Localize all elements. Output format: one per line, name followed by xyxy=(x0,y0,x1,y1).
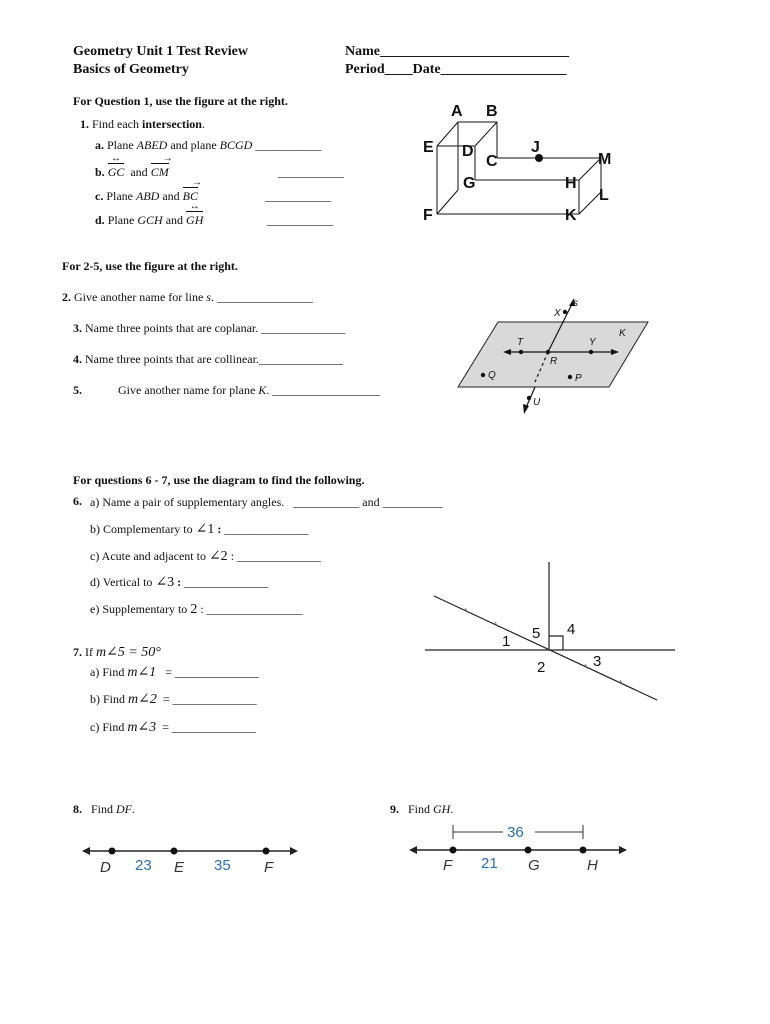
q6d-answer-blank[interactable]: ______________ xyxy=(184,575,269,589)
q1a-mid: and plane xyxy=(167,138,220,152)
q9-number-line xyxy=(407,820,631,878)
q6b-answer-blank[interactable]: ______________ xyxy=(224,522,309,536)
q5-text-post: . xyxy=(266,383,270,397)
q6a-text: Name a pair of supplementary angles. xyxy=(102,495,285,509)
q8-text-italic: DF xyxy=(116,802,133,816)
q9-number: 9. xyxy=(390,802,399,816)
q1d xyxy=(95,210,203,228)
q6d-angle: ∠3 xyxy=(155,575,175,590)
q6a-label: a) xyxy=(90,495,100,509)
q1a-plane1: ABED xyxy=(136,138,168,152)
q6c-angle: ∠2 xyxy=(208,549,228,564)
q6a-blank1[interactable]: ___________ xyxy=(293,495,360,509)
fig1-label-l: L xyxy=(599,187,609,204)
q2-text-italic: s xyxy=(206,290,211,304)
q1c-mid: and xyxy=(159,189,183,203)
q3-number: 3. xyxy=(73,321,82,335)
q1-prompt xyxy=(80,117,205,132)
q7c-eq: = xyxy=(162,720,169,734)
q1b xyxy=(95,162,169,180)
angle-label-1: 1 xyxy=(502,633,511,650)
q1c-answer-blank[interactable]: ___________ xyxy=(265,189,331,203)
q5-text-italic: K xyxy=(258,383,267,397)
fig1-label-a: A xyxy=(451,103,463,120)
q6e-colon: : xyxy=(200,602,204,616)
q1b-answer-blank[interactable]: ___________ xyxy=(278,165,344,179)
fig1-label-g: G xyxy=(463,175,476,192)
q6-number: 6. xyxy=(73,494,82,508)
q1d-text: Plane xyxy=(107,213,138,227)
q8-number: 8. xyxy=(73,802,82,816)
q7b-angle: m∠2 xyxy=(128,692,157,707)
q6b xyxy=(90,521,308,538)
q6b-text: b) Complementary to xyxy=(90,522,196,536)
name-field[interactable]: Name___________________________ xyxy=(345,44,569,59)
q1c xyxy=(95,186,198,204)
q7c-text: c) Find xyxy=(90,720,128,734)
q7-given-pre: If xyxy=(85,645,96,659)
fig2-label-u: U xyxy=(533,397,541,408)
q7c xyxy=(90,719,256,736)
q6e-angle: 2 xyxy=(190,602,198,617)
q1d-mid: and xyxy=(162,213,187,227)
q4-answer-blank[interactable]: ______________ xyxy=(258,352,343,366)
fig1-label-b: B xyxy=(486,103,498,120)
q6c xyxy=(90,548,321,565)
q8 xyxy=(73,802,135,817)
period-date-field[interactable]: Period____Date__________________ xyxy=(345,62,567,77)
q1-prompt-post: . xyxy=(201,117,205,131)
fig1-label-d: D xyxy=(462,143,474,160)
q7b-answer-blank[interactable]: ______________ xyxy=(172,692,257,706)
q1-number: 1. xyxy=(80,117,89,131)
q9-text-post: . xyxy=(450,802,454,816)
fig2-label-q: Q xyxy=(488,370,496,381)
q2 xyxy=(62,290,313,305)
fig2-label-y: Y xyxy=(589,337,596,348)
fig1-label-m: M xyxy=(598,151,612,168)
q7-number: 7. xyxy=(73,645,82,659)
q8-text-post: . xyxy=(132,802,136,816)
q8-point-e: E xyxy=(174,859,185,876)
q6to7-instruction: For questions 6 - 7, use the diagram to find the following. xyxy=(73,473,365,487)
angle-label-3: 3 xyxy=(593,653,602,670)
q7b-eq: = xyxy=(162,692,170,706)
q8-point-f: F xyxy=(264,859,274,876)
angle-diagram xyxy=(425,560,680,710)
fig2-label-t: T xyxy=(517,337,524,348)
fig2-label-p: P xyxy=(575,373,582,384)
fig1-label-c: C xyxy=(486,153,498,170)
q4-number: 4. xyxy=(73,352,82,366)
plane-k-figure xyxy=(455,294,655,416)
fig2-label-k: K xyxy=(619,328,626,339)
q1a xyxy=(95,138,321,153)
angle-label-2: 2 xyxy=(537,659,546,676)
q1b-line-gc: GC ↔ xyxy=(108,162,125,180)
q3-answer-blank[interactable]: ______________ xyxy=(261,321,346,335)
q9-point-g: G xyxy=(528,857,540,874)
q2-text-pre: Give another name for line xyxy=(74,290,207,304)
q1a-plane2: BCGD xyxy=(219,138,253,152)
fig1-label-h: H xyxy=(565,175,577,192)
fig1-label-j: J xyxy=(531,139,540,156)
q6b-colon: : xyxy=(217,522,222,536)
q8-text-pre: Find xyxy=(91,802,117,816)
q1-block-figure xyxy=(415,98,635,226)
angle-label-5: 5 xyxy=(532,625,541,642)
q1d-plane: GCH xyxy=(137,213,163,227)
q8-point-d: D xyxy=(100,859,111,876)
q6e-answer-blank[interactable]: ________________ xyxy=(206,602,303,616)
q8-number-line xyxy=(80,838,302,880)
q1-instruction: For Question 1, use the figure at the right. xyxy=(73,94,288,108)
q1a-answer-blank[interactable]: ___________ xyxy=(255,138,322,152)
q1c-plane: ABD xyxy=(136,189,160,203)
q9-point-f: F xyxy=(443,857,453,874)
q1b-ray-cm: CM → xyxy=(151,162,169,180)
q7-given xyxy=(73,644,161,661)
q6c-colon: : xyxy=(230,549,235,563)
q1d-line-gh: GH ↔ xyxy=(186,210,203,228)
q6d xyxy=(90,574,268,591)
q7b-text: b) Find xyxy=(90,692,129,706)
q1-prompt-pre: Find each xyxy=(92,117,142,131)
q7c-angle: m∠3 xyxy=(127,720,157,735)
q4-text: Name three points that are collinear. xyxy=(85,352,259,366)
fig1-label-f: F xyxy=(423,207,433,224)
angle-label-4: 4 xyxy=(567,621,576,638)
q6d-text: d) Vertical to xyxy=(90,575,156,589)
q5-number: 5. xyxy=(73,383,82,397)
q9-text-italic: GH xyxy=(433,802,451,816)
q1b-mid: and xyxy=(130,165,148,179)
q5-body xyxy=(118,383,380,398)
q7c-answer-blank[interactable]: ______________ xyxy=(171,720,256,734)
q5-answer-blank[interactable]: __________________ xyxy=(272,383,381,397)
q2to5-instruction: For 2-5, use the figure at the right. xyxy=(62,259,238,273)
q6e-text: e) Supplementary to xyxy=(90,602,191,616)
q6a-blank2[interactable]: __________ xyxy=(382,495,443,509)
q6c-answer-blank[interactable]: ______________ xyxy=(237,549,322,563)
q9-point-h: H xyxy=(587,857,598,874)
q7a-text: a) Find xyxy=(90,665,128,679)
header-title-line1: Geometry Unit 1 Test Review xyxy=(73,44,248,59)
q4 xyxy=(73,352,343,367)
q6e xyxy=(90,602,303,618)
q6a-and: and xyxy=(362,495,380,509)
q9-total-fh: 36 xyxy=(507,824,524,841)
q1d-answer-blank[interactable]: ___________ xyxy=(267,213,333,227)
q9-text-pre: Find xyxy=(408,802,434,816)
q6b-angle: ∠1 xyxy=(195,522,215,537)
fig2-label-x: X xyxy=(554,308,561,319)
fig1-label-k: K xyxy=(565,207,577,224)
q2-answer-blank[interactable]: ________________ xyxy=(216,290,313,304)
q1a-label: a. xyxy=(95,138,104,152)
q7-given-value: m∠5 = 50° xyxy=(96,645,161,660)
q9-segment-fg: 21 xyxy=(481,855,498,872)
q1c-text: Plane xyxy=(106,189,136,203)
q1-prompt-bold: intersection xyxy=(142,117,202,131)
q1c-ray-bc: BC → xyxy=(183,186,198,204)
fig2-label-s: s xyxy=(573,298,578,309)
q1a-text: Plane xyxy=(107,138,137,152)
q7b xyxy=(90,691,257,708)
q3-text: Name three points that are coplanar. xyxy=(85,321,259,335)
header-title-line2: Basics of Geometry xyxy=(73,62,189,77)
q6d-colon: : xyxy=(177,575,182,589)
q7a-eq: = xyxy=(165,665,172,679)
q5 xyxy=(73,383,82,398)
q9 xyxy=(390,802,453,817)
q3 xyxy=(73,321,345,336)
q8-segment-ef: 35 xyxy=(214,857,231,874)
q7a-answer-blank[interactable]: ______________ xyxy=(174,665,259,679)
fig2-label-r: R xyxy=(550,356,558,367)
q1c-label: c. xyxy=(95,189,104,203)
q5-text-pre: Give another name for plane xyxy=(118,383,259,397)
q8-segment-de: 23 xyxy=(135,857,152,874)
q2-number: 2. xyxy=(62,290,71,304)
q6a xyxy=(90,495,443,510)
q1d-label: d. xyxy=(95,213,105,227)
fig1-label-e: E xyxy=(423,139,434,156)
q6c-text: c) Acute and adjacent to xyxy=(90,549,209,563)
q7a xyxy=(90,664,259,681)
q7a-angle: m∠1 xyxy=(127,665,157,680)
q1b-label: b. xyxy=(95,165,105,179)
q2-text-post: . xyxy=(210,290,214,304)
